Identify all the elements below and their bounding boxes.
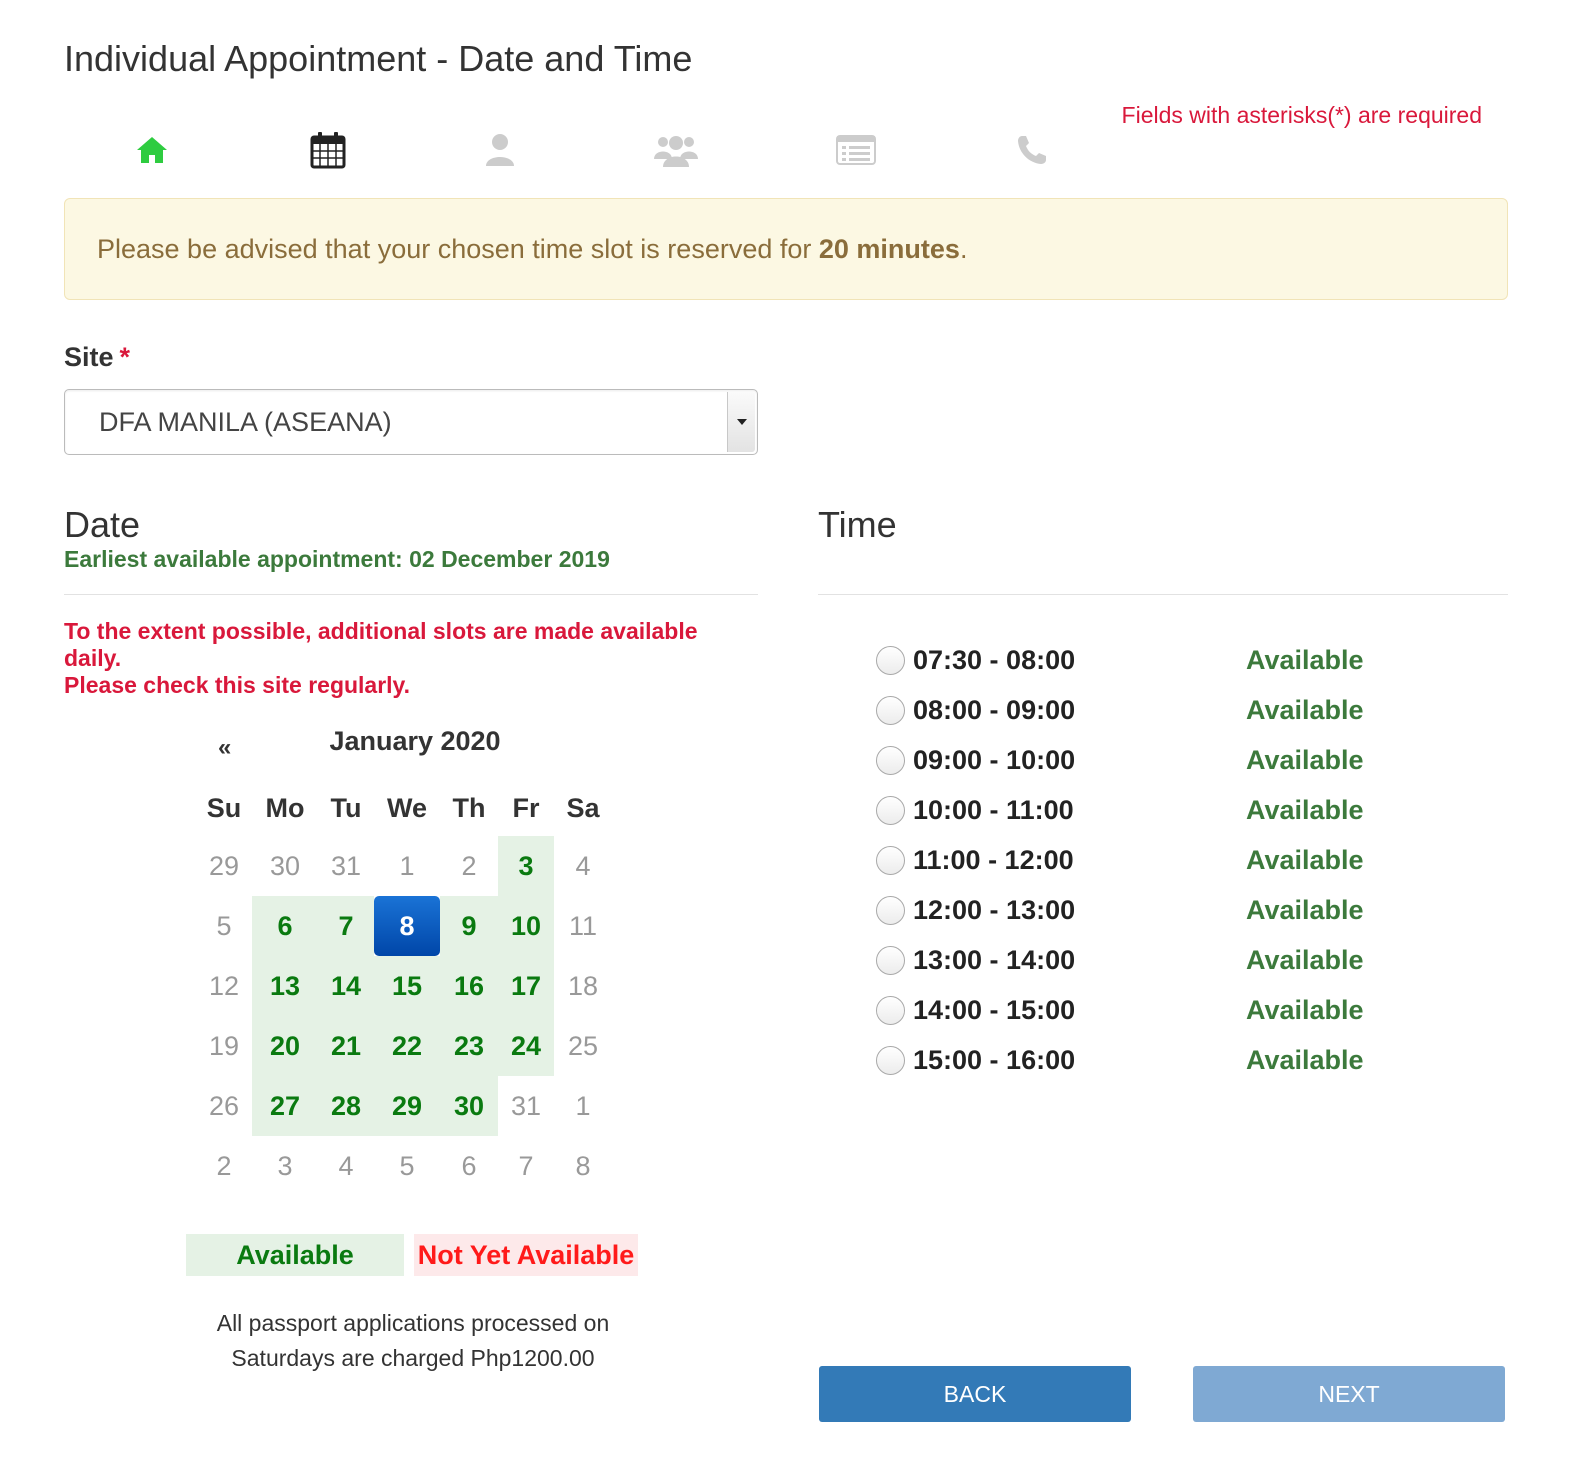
calendar-day-available[interactable]: 30 [440, 1076, 498, 1136]
calendar-weekday: Su [206, 792, 242, 823]
time-slot-status: Available [1246, 895, 1364, 925]
step-summary [826, 122, 886, 178]
calendar-day-available[interactable]: 21 [318, 1016, 374, 1076]
user-icon [485, 133, 515, 167]
calendar-month-title: January 2020 [329, 726, 501, 756]
time-slot-status: Available [1246, 795, 1364, 825]
calendar-day-available[interactable]: 14 [318, 956, 374, 1016]
calendar-day: 25 [567, 1030, 599, 1061]
required-fields-note: Fields with asterisks(*) are required [1121, 102, 1482, 128]
time-slot-status: Available [1246, 745, 1364, 775]
time-slot[interactable] [876, 640, 1496, 690]
time-slot[interactable] [876, 790, 1496, 840]
step-date-time[interactable] [298, 122, 358, 178]
calendar-weekday: Fr [512, 792, 540, 823]
time-slot-range: 10:00 - 11:00 [913, 795, 1074, 825]
calendar-grid [196, 780, 612, 1196]
time-slot[interactable] [876, 1040, 1496, 1090]
calendar-day: 1 [399, 850, 415, 881]
date-divider [64, 594, 758, 595]
time-slot-radio[interactable] [876, 846, 905, 875]
time-slot[interactable] [876, 990, 1496, 1040]
list-icon [836, 135, 876, 165]
time-slot-radio[interactable] [876, 996, 905, 1025]
calendar-day-available[interactable]: 20 [252, 1016, 318, 1076]
calendar-week-row [196, 1076, 612, 1136]
alert-text: Please be advised that your chosen time slot is reserved for [97, 233, 819, 264]
calendar-day: 19 [208, 1030, 240, 1061]
time-slot-range: 12:00 - 13:00 [913, 895, 1076, 925]
calendar-day-available[interactable]: 7 [318, 896, 374, 956]
calendar-day-available[interactable]: 6 [252, 896, 318, 956]
calendar-week-row [196, 956, 612, 1016]
calendar-weekday: Mo [265, 792, 305, 823]
calendar-weekday-row [196, 780, 612, 836]
calendar-day-available[interactable]: 17 [498, 956, 554, 1016]
back-button[interactable]: BACK [819, 1366, 1131, 1422]
calendar-day-selected[interactable]: 8 [374, 896, 440, 956]
dropdown-arrow-icon[interactable] [727, 392, 755, 452]
wizard-steps [64, 122, 1484, 178]
calendar-weekday: Tu [330, 792, 362, 823]
time-slot-radio[interactable] [876, 746, 905, 775]
step-home[interactable] [122, 122, 182, 178]
date-heading: Date [64, 504, 141, 545]
calendar-icon [310, 131, 346, 169]
time-slot-range: 08:00 - 09:00 [913, 695, 1076, 725]
calendar-day: 7 [518, 1150, 534, 1181]
time-divider [818, 594, 1508, 595]
time-slot-list [876, 640, 1496, 1090]
calendar-day: 5 [216, 910, 232, 941]
group-icon [654, 133, 698, 167]
availability-notice [64, 618, 744, 699]
time-slot[interactable] [876, 890, 1496, 940]
calendar-week-row [196, 896, 612, 956]
saturday-fee-note: All passport applications processed on Saturdays are charged Php1200.00 [216, 1310, 610, 1371]
notice-line-1: To the extent possible, additional slots are made available daily. [64, 618, 698, 671]
calendar-day-available[interactable]: 23 [440, 1016, 498, 1076]
time-slot-radio[interactable] [876, 696, 905, 725]
step-personal-info [470, 122, 530, 178]
calendar-day-available[interactable]: 3 [498, 836, 554, 896]
calendar-prev-button[interactable]: « [218, 734, 232, 761]
calendar-weekday: We [386, 792, 427, 823]
calendar-day: 4 [338, 1150, 354, 1181]
calendar-day: 31 [510, 1090, 542, 1121]
calendar-day: 1 [575, 1090, 591, 1121]
time-slot-status: Available [1246, 945, 1364, 975]
site-select[interactable] [64, 389, 758, 455]
earliest-appointment: Earliest available appointment: 02 December 2019 [64, 546, 610, 572]
calendar-day: 8 [575, 1150, 591, 1181]
time-slot-range: 14:00 - 15:00 [913, 995, 1076, 1025]
calendar-day: 30 [269, 850, 301, 881]
time-slot-status: Available [1246, 845, 1364, 875]
time-heading: Time [818, 504, 897, 545]
calendar-day: 11 [568, 910, 598, 941]
required-asterisk: * [119, 342, 131, 372]
time-slot-radio[interactable] [876, 1046, 905, 1075]
calendar-day-available[interactable]: 15 [374, 956, 440, 1016]
calendar-weekday: Th [452, 792, 486, 823]
step-contact [1002, 122, 1062, 178]
calendar-week-row [196, 1016, 612, 1076]
calendar-day: 6 [461, 1150, 477, 1181]
calendar-day: 26 [208, 1090, 240, 1121]
time-slot-radio[interactable] [876, 796, 905, 825]
calendar-week-row [196, 836, 612, 896]
calendar-day: 18 [567, 970, 599, 1001]
legend-available: Available [186, 1234, 404, 1276]
step-group [646, 122, 706, 178]
page-title: Individual Appointment - Date and Time [64, 38, 693, 79]
calendar-day-available[interactable]: 10 [498, 896, 554, 956]
calendar-weekday: Sa [566, 792, 600, 823]
time-slot-range: 15:00 - 16:00 [913, 1045, 1076, 1075]
time-slot-range: 07:30 - 08:00 [913, 645, 1076, 675]
time-slot[interactable] [876, 740, 1496, 790]
time-slot[interactable] [876, 940, 1496, 990]
calendar-day-available[interactable]: 29 [374, 1076, 440, 1136]
time-slot-status: Available [1246, 1045, 1364, 1075]
time-slot[interactable] [876, 840, 1496, 890]
calendar-day: 31 [330, 850, 362, 881]
site-label-text: Site [64, 342, 114, 372]
next-button[interactable]: NEXT [1193, 1366, 1505, 1422]
time-slot-radio[interactable] [876, 646, 905, 675]
notice-line-2: Please check this site regularly. [64, 672, 411, 698]
calendar-day-available[interactable]: 28 [318, 1076, 374, 1136]
time-slot-status: Available [1246, 995, 1364, 1025]
time-slot-status: Available [1246, 645, 1364, 675]
calendar-day-available[interactable]: 13 [252, 956, 318, 1016]
time-slot[interactable] [876, 690, 1496, 740]
calendar-day: 5 [399, 1150, 415, 1181]
time-slot-radio[interactable] [876, 946, 905, 975]
calendar-day-available[interactable]: 24 [498, 1016, 554, 1076]
reservation-alert [64, 198, 1508, 300]
home-icon [135, 135, 169, 165]
calendar-day: 2 [461, 850, 477, 881]
calendar-week-row [196, 1136, 612, 1196]
time-slot-status: Available [1246, 695, 1364, 725]
alert-emphasis: 20 minutes [818, 233, 960, 264]
time-slot-range: 13:00 - 14:00 [913, 945, 1076, 975]
time-slot-radio[interactable] [876, 896, 905, 925]
calendar-day-available[interactable]: 16 [440, 956, 498, 1016]
calendar-day: 4 [575, 850, 591, 881]
site-selected-value: DFA MANILA (ASEANA) [99, 407, 392, 437]
calendar-day-available[interactable]: 27 [252, 1076, 318, 1136]
legend-not-yet-available: Not Yet Available [414, 1234, 638, 1276]
calendar-day: 12 [208, 970, 240, 1001]
time-slot-range: 09:00 - 10:00 [913, 745, 1076, 775]
time-slot-range: 11:00 - 12:00 [913, 845, 1074, 875]
alert-text-end: . [959, 233, 968, 264]
calendar-day: 3 [277, 1150, 293, 1181]
phone-icon [1016, 134, 1048, 166]
calendar-day-available[interactable]: 22 [374, 1016, 440, 1076]
calendar-day-available[interactable]: 9 [440, 896, 498, 956]
calendar-day: 29 [208, 850, 240, 881]
site-label [64, 342, 130, 373]
calendar-day: 2 [216, 1150, 232, 1181]
